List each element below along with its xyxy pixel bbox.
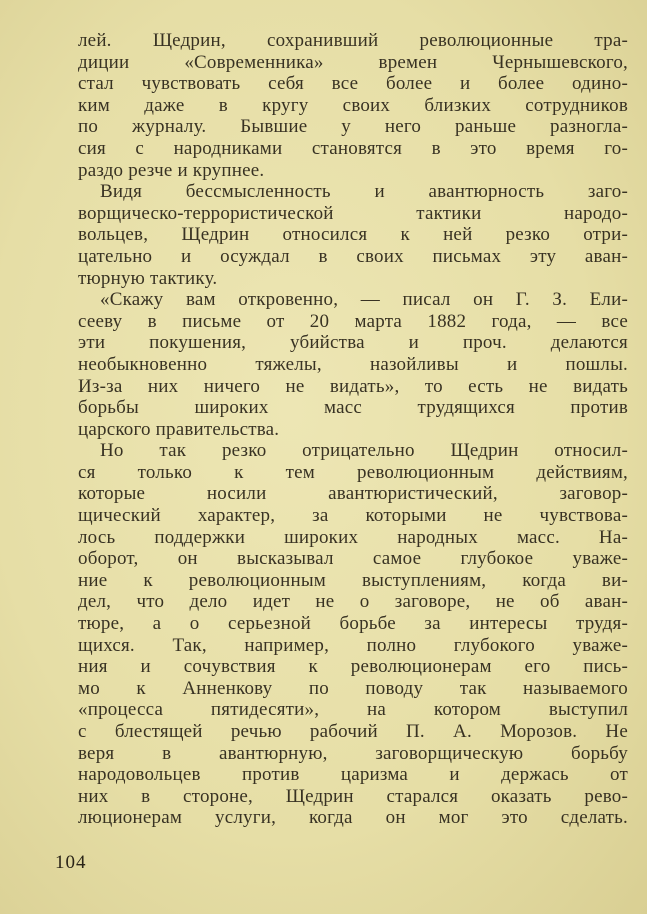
text-line: с блестящей речью рабочий П. А. Морозов. Не bbox=[78, 721, 628, 742]
text-line: дел, что дело идет не о заговоре, не об аван- bbox=[78, 591, 628, 613]
text-line: сееву в письме от 20 марта 1882 года, — все bbox=[78, 310, 628, 332]
text-line: лось поддержки широких народных масс. На- bbox=[78, 526, 628, 548]
body-text bbox=[78, 30, 628, 829]
paragraph bbox=[78, 181, 628, 289]
paragraph bbox=[78, 289, 628, 440]
text-line: них в стороне, Щедрин старался оказать рево- bbox=[78, 785, 628, 807]
text-line: ся только к тем революционным действиям, bbox=[78, 461, 628, 483]
text-line: Но так резко отрицательно Щедрин относил- bbox=[100, 440, 628, 462]
text-line: Видя бессмысленность и авантюрность заго- bbox=[100, 181, 628, 203]
paragraph bbox=[78, 440, 628, 829]
text-line: тюрную тактику. bbox=[78, 267, 218, 289]
text-line: цательно и осуждал в своих письмах эту аван- bbox=[78, 245, 628, 267]
text-line: борьбы широких масс трудящихся против bbox=[78, 397, 628, 419]
text-line: мо к Анненкову по поводу так называемого bbox=[78, 677, 628, 699]
text-line: по журналу. Бывшие у него раньше разногла- bbox=[78, 116, 628, 138]
text-line: эти покушения, убийства и проч. делаются bbox=[78, 332, 628, 354]
text-line: «Скажу вам откровенно, — писал он Г. З. Ели- bbox=[100, 289, 628, 311]
text-line: Из-за них ничего не видать», то есть не видать bbox=[78, 375, 628, 397]
text-line: которые носили авантюристический, заговор- bbox=[78, 483, 628, 505]
text-line: вольцев, Щедрин относился к ней резко отри- bbox=[78, 224, 628, 246]
text-line: раздо резче и крупнее. bbox=[78, 159, 265, 181]
page-number: 104 bbox=[55, 852, 87, 873]
text-line: щический характер, за которыми не чувствова- bbox=[78, 505, 628, 527]
text-line: оборот, он высказывал самое глубокое уваже- bbox=[78, 548, 628, 570]
text-line: ния и сочувствия к революционерам его пись- bbox=[78, 656, 628, 678]
text-line: тюре, а о серьезной борьбе за интересы трудя- bbox=[78, 613, 628, 635]
text-line: ние к революционным выступлениям, когда ви- bbox=[78, 569, 628, 591]
text-line: диции «Современника» времен Чернышевского, bbox=[78, 51, 628, 73]
text-line: люционерам услуги, когда он мог это сделать. bbox=[78, 807, 628, 829]
text-line: ворщическо-террористической тактики народо- bbox=[78, 202, 628, 224]
text-line: народовольцев против царизма и держась от bbox=[78, 764, 628, 786]
paragraph bbox=[78, 30, 628, 181]
text-line: веря в авантюрную, заговорщическую борьбу bbox=[78, 742, 628, 764]
text-line: сия с народниками становятся в это время го- bbox=[78, 137, 628, 159]
text-line: стал чувствовать себя все более и более одино- bbox=[78, 73, 628, 95]
text-line: царского правительства. bbox=[78, 418, 280, 440]
text-line: щихся. Так, например, полно глубокого уваже- bbox=[78, 634, 628, 656]
text-line: необыкновенно тяжелы, назойливы и пошлы. bbox=[78, 353, 628, 375]
text-line: «процесса пятидесяти», на котором выступил bbox=[78, 699, 628, 721]
text-line: ким даже в кругу своих близких сотрудников bbox=[78, 94, 628, 116]
text-line: лей. Щедрин, сохранивший революционные тра- bbox=[78, 30, 628, 51]
